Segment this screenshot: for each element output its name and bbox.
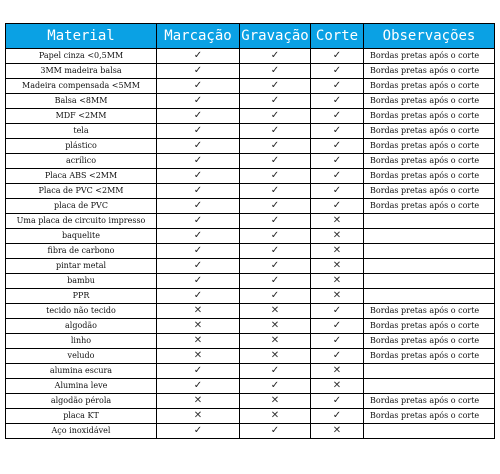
gravacao-cell (240, 154, 311, 169)
check-icon: ✓ (270, 200, 280, 211)
material-cell: Madeira compensada <5MM (6, 79, 157, 94)
observacoes-cell (364, 229, 495, 244)
table-row (6, 94, 495, 109)
marcacao-cell (157, 49, 240, 64)
gravacao-cell (240, 184, 311, 199)
table-row (6, 379, 495, 394)
check-icon: ✓ (332, 65, 342, 76)
check-icon: ✓ (193, 425, 203, 436)
observacoes-cell (364, 214, 495, 229)
corte-cell (311, 259, 364, 274)
corte-cell (311, 139, 364, 154)
header-observacoes: Observações (364, 24, 495, 49)
marcacao-cell (157, 349, 240, 364)
table-row (6, 49, 495, 64)
observacoes-cell (364, 364, 495, 379)
material-cell: Placa ABS <2MM (6, 169, 157, 184)
check-icon: ✓ (270, 50, 280, 61)
marcacao-cell (157, 199, 240, 214)
corte-cell (311, 169, 364, 184)
table-row (6, 139, 495, 154)
gravacao-cell (240, 364, 311, 379)
cross-icon: ✕ (332, 275, 342, 286)
marcacao-cell (157, 274, 240, 289)
marcacao-cell (157, 334, 240, 349)
gravacao-cell (240, 79, 311, 94)
observacoes-cell: Bordas pretas após o corte (364, 169, 495, 184)
check-icon: ✓ (193, 200, 203, 211)
check-icon: ✓ (193, 185, 203, 196)
check-icon: ✓ (270, 380, 280, 391)
observacoes-cell: Bordas pretas após o corte (364, 184, 495, 199)
material-cell: 3MM madeira balsa (6, 64, 157, 79)
table-row (6, 244, 495, 259)
observacoes-cell: Bordas pretas após o corte (364, 154, 495, 169)
observacoes-cell (364, 424, 495, 439)
corte-cell (311, 154, 364, 169)
corte-cell (311, 229, 364, 244)
check-icon: ✓ (270, 245, 280, 256)
cross-icon: ✕ (270, 350, 280, 361)
cross-icon: ✕ (332, 230, 342, 241)
material-cell: MDF <2MM (6, 109, 157, 124)
marcacao-cell (157, 409, 240, 424)
gravacao-cell (240, 214, 311, 229)
check-icon: ✓ (193, 140, 203, 151)
marcacao-cell (157, 394, 240, 409)
cross-icon: ✕ (270, 320, 280, 331)
marcacao-cell (157, 169, 240, 184)
header-gravacao: Gravação (240, 24, 311, 49)
cross-icon: ✕ (270, 335, 280, 346)
check-icon: ✓ (332, 155, 342, 166)
check-icon: ✓ (270, 290, 280, 301)
check-icon: ✓ (270, 65, 280, 76)
check-icon: ✓ (332, 410, 342, 421)
check-icon: ✓ (270, 125, 280, 136)
check-icon: ✓ (193, 65, 203, 76)
check-icon: ✓ (332, 305, 342, 316)
cross-icon: ✕ (193, 395, 203, 406)
corte-cell (311, 304, 364, 319)
cross-icon: ✕ (332, 380, 342, 391)
observacoes-cell: Bordas pretas após o corte (364, 139, 495, 154)
observacoes-cell: Bordas pretas após o corte (364, 334, 495, 349)
table-row (6, 364, 495, 379)
corte-cell (311, 364, 364, 379)
check-icon: ✓ (332, 95, 342, 106)
cross-icon: ✕ (332, 245, 342, 256)
check-icon: ✓ (332, 185, 342, 196)
check-icon: ✓ (332, 50, 342, 61)
observacoes-cell: Bordas pretas após o corte (364, 109, 495, 124)
observacoes-cell (364, 289, 495, 304)
material-cell: algodão (6, 319, 157, 334)
check-icon: ✓ (270, 365, 280, 376)
check-icon: ✓ (270, 275, 280, 286)
material-cell: bambu (6, 274, 157, 289)
observacoes-cell (364, 244, 495, 259)
observacoes-cell: Bordas pretas após o corte (364, 199, 495, 214)
material-cell: PPR (6, 289, 157, 304)
cross-icon: ✕ (270, 395, 280, 406)
check-icon: ✓ (193, 80, 203, 91)
check-icon: ✓ (270, 170, 280, 181)
corte-cell (311, 49, 364, 64)
check-icon: ✓ (193, 275, 203, 286)
gravacao-cell (240, 379, 311, 394)
check-icon: ✓ (193, 260, 203, 271)
material-cell: Papel cinza <0,5MM (6, 49, 157, 64)
header-marcacao: Marcação (157, 24, 240, 49)
corte-cell (311, 214, 364, 229)
material-cell: veludo (6, 349, 157, 364)
marcacao-cell (157, 124, 240, 139)
material-cell: acrílico (6, 154, 157, 169)
gravacao-cell (240, 49, 311, 64)
marcacao-cell (157, 379, 240, 394)
table-row (6, 79, 495, 94)
check-icon: ✓ (270, 95, 280, 106)
observacoes-cell: Bordas pretas após o corte (364, 64, 495, 79)
corte-cell (311, 289, 364, 304)
check-icon: ✓ (332, 80, 342, 91)
check-icon: ✓ (270, 260, 280, 271)
gravacao-cell (240, 139, 311, 154)
observacoes-cell: Bordas pretas após o corte (364, 319, 495, 334)
corte-cell (311, 349, 364, 364)
gravacao-cell (240, 64, 311, 79)
check-icon: ✓ (270, 155, 280, 166)
check-icon: ✓ (270, 140, 280, 151)
corte-cell (311, 109, 364, 124)
table-row (6, 64, 495, 79)
corte-cell (311, 394, 364, 409)
observacoes-cell (364, 274, 495, 289)
corte-cell (311, 94, 364, 109)
corte-cell (311, 319, 364, 334)
table-row (6, 184, 495, 199)
check-icon: ✓ (270, 110, 280, 121)
material-cell: pintar metal (6, 259, 157, 274)
marcacao-cell (157, 64, 240, 79)
cross-icon: ✕ (193, 335, 203, 346)
gravacao-cell (240, 409, 311, 424)
gravacao-cell (240, 394, 311, 409)
marcacao-cell (157, 94, 240, 109)
marcacao-cell (157, 364, 240, 379)
cross-icon: ✕ (332, 260, 342, 271)
materials-table (5, 23, 495, 439)
marcacao-cell (157, 139, 240, 154)
observacoes-cell (364, 259, 495, 274)
gravacao-cell (240, 124, 311, 139)
material-cell: plástico (6, 139, 157, 154)
corte-cell (311, 274, 364, 289)
check-icon: ✓ (332, 200, 342, 211)
gravacao-cell (240, 169, 311, 184)
observacoes-cell: Bordas pretas após o corte (364, 304, 495, 319)
observacoes-cell: Bordas pretas após o corte (364, 94, 495, 109)
material-cell: linho (6, 334, 157, 349)
marcacao-cell (157, 319, 240, 334)
gravacao-cell (240, 349, 311, 364)
corte-cell (311, 124, 364, 139)
check-icon: ✓ (270, 425, 280, 436)
check-icon: ✓ (193, 215, 203, 226)
check-icon: ✓ (193, 95, 203, 106)
check-icon: ✓ (332, 350, 342, 361)
check-icon: ✓ (332, 335, 342, 346)
gravacao-cell (240, 199, 311, 214)
marcacao-cell (157, 214, 240, 229)
material-cell: Uma placa de circuito impresso (6, 214, 157, 229)
material-cell: placa KT (6, 409, 157, 424)
corte-cell (311, 244, 364, 259)
table-row (6, 214, 495, 229)
check-icon: ✓ (332, 125, 342, 136)
table-header (6, 24, 495, 49)
table-row (6, 304, 495, 319)
table-row (6, 154, 495, 169)
observacoes-cell: Bordas pretas após o corte (364, 349, 495, 364)
check-icon: ✓ (193, 110, 203, 121)
header-material: Material (6, 24, 157, 49)
table-row (6, 409, 495, 424)
material-cell: Balsa <8MM (6, 94, 157, 109)
cross-icon: ✕ (270, 410, 280, 421)
gravacao-cell (240, 244, 311, 259)
check-icon: ✓ (193, 245, 203, 256)
table-row (6, 274, 495, 289)
table-row (6, 334, 495, 349)
marcacao-cell (157, 259, 240, 274)
header-row (6, 24, 495, 49)
gravacao-cell (240, 319, 311, 334)
table-row (6, 229, 495, 244)
table-row (6, 349, 495, 364)
corte-cell (311, 334, 364, 349)
marcacao-cell (157, 289, 240, 304)
cross-icon: ✕ (193, 350, 203, 361)
cross-icon: ✕ (332, 290, 342, 301)
material-cell: tela (6, 124, 157, 139)
marcacao-cell (157, 424, 240, 439)
gravacao-cell (240, 229, 311, 244)
material-cell: tecido não tecido (6, 304, 157, 319)
observacoes-cell: Bordas pretas após o corte (364, 79, 495, 94)
marcacao-cell (157, 109, 240, 124)
table-row (6, 394, 495, 409)
marcacao-cell (157, 79, 240, 94)
gravacao-cell (240, 304, 311, 319)
check-icon: ✓ (332, 320, 342, 331)
check-icon: ✓ (332, 170, 342, 181)
cross-icon: ✕ (193, 320, 203, 331)
cross-icon: ✕ (193, 410, 203, 421)
gravacao-cell (240, 424, 311, 439)
material-cell: Alumina leve (6, 379, 157, 394)
cross-icon: ✕ (270, 305, 280, 316)
check-icon: ✓ (193, 380, 203, 391)
corte-cell (311, 409, 364, 424)
table-row (6, 109, 495, 124)
material-cell: fibra de carbono (6, 244, 157, 259)
observacoes-cell: Bordas pretas após o corte (364, 409, 495, 424)
observacoes-cell: Bordas pretas após o corte (364, 394, 495, 409)
gravacao-cell (240, 109, 311, 124)
corte-cell (311, 424, 364, 439)
cross-icon: ✕ (332, 365, 342, 376)
material-cell: placa de PVC (6, 199, 157, 214)
corte-cell (311, 79, 364, 94)
cross-icon: ✕ (332, 425, 342, 436)
cross-icon: ✕ (193, 305, 203, 316)
gravacao-cell (240, 334, 311, 349)
check-icon: ✓ (332, 395, 342, 406)
observacoes-cell: Bordas pretas após o corte (364, 124, 495, 139)
check-icon: ✓ (193, 155, 203, 166)
check-icon: ✓ (193, 230, 203, 241)
table-row (6, 199, 495, 214)
table-row (6, 319, 495, 334)
table-row (6, 289, 495, 304)
gravacao-cell (240, 259, 311, 274)
material-cell: alumina escura (6, 364, 157, 379)
table-row (6, 424, 495, 439)
check-icon: ✓ (270, 80, 280, 91)
table-row (6, 124, 495, 139)
corte-cell (311, 184, 364, 199)
check-icon: ✓ (193, 170, 203, 181)
check-icon: ✓ (193, 125, 203, 136)
check-icon: ✓ (332, 140, 342, 151)
marcacao-cell (157, 154, 240, 169)
marcacao-cell (157, 244, 240, 259)
marcacao-cell (157, 304, 240, 319)
marcacao-cell (157, 229, 240, 244)
gravacao-cell (240, 94, 311, 109)
table-row (6, 259, 495, 274)
gravacao-cell (240, 274, 311, 289)
table-body (6, 49, 495, 439)
corte-cell (311, 199, 364, 214)
header-corte: Corte (311, 24, 364, 49)
material-cell: algodão pérola (6, 394, 157, 409)
check-icon: ✓ (270, 230, 280, 241)
corte-cell (311, 379, 364, 394)
table-row (6, 169, 495, 184)
check-icon: ✓ (193, 50, 203, 61)
check-icon: ✓ (193, 365, 203, 376)
material-cell: baquelite (6, 229, 157, 244)
observacoes-cell (364, 379, 495, 394)
corte-cell (311, 64, 364, 79)
material-cell: Aço inoxidável (6, 424, 157, 439)
cross-icon: ✕ (332, 215, 342, 226)
check-icon: ✓ (270, 215, 280, 226)
observacoes-cell: Bordas pretas após o corte (364, 49, 495, 64)
check-icon: ✓ (270, 185, 280, 196)
gravacao-cell (240, 289, 311, 304)
check-icon: ✓ (332, 110, 342, 121)
material-cell: Placa de PVC <2MM (6, 184, 157, 199)
check-icon: ✓ (193, 290, 203, 301)
marcacao-cell (157, 184, 240, 199)
